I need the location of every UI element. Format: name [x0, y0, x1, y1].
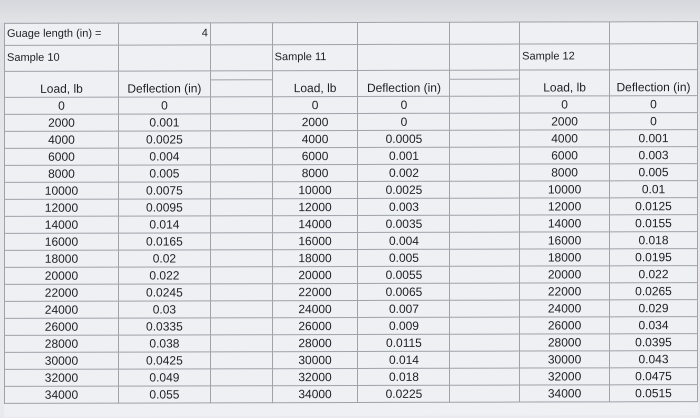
data-table — [4, 21, 698, 404]
sample-10-load-cell: 0 — [5, 97, 119, 114]
sample-10-deflection-cell: 0.004 — [118, 148, 210, 165]
sample-10-load-cell: 10000 — [5, 182, 119, 199]
sample-12-deflection-cell: 0 — [610, 96, 698, 113]
column-header-row — [5, 79, 698, 98]
table-row — [5, 351, 698, 370]
sample-11-deflection-cell: 0.002 — [358, 164, 450, 181]
sample-12-load-cell: 28000 — [520, 334, 610, 351]
sample-12-deflection-cell: 0.0475 — [610, 368, 698, 385]
sample-12-deflection-cell: 0.0195 — [610, 249, 698, 266]
gauge-length-label: Guage length (in) = — [5, 23, 119, 45]
sample-10-name: Sample 10 — [5, 45, 119, 71]
sample-12-deflection-cell: 0.0155 — [610, 215, 698, 232]
sample-11-deflection-cell: 0.003 — [358, 198, 450, 215]
sample-12-deflection-cell: 0.0265 — [610, 283, 698, 300]
sample-11-load-cell: 8000 — [272, 164, 358, 181]
sample-12-deflection-cell: 0.0515 — [610, 385, 698, 402]
sample-12-deflection-cell: 0.001 — [610, 130, 698, 147]
sample-12-load-cell: 16000 — [520, 232, 610, 249]
sample-12-deflection-header: Deflection (in) — [610, 79, 698, 96]
sample-11-load-cell: 10000 — [272, 181, 358, 198]
sample-11-load-cell: 6000 — [272, 147, 358, 164]
sample-11-load-cell: 32000 — [272, 368, 358, 385]
table-row — [5, 198, 698, 217]
sample-11-deflection-cell: 0.001 — [358, 147, 450, 164]
sample-11-name: Sample 11 — [272, 44, 358, 70]
sample-12-deflection-cell: 0.022 — [610, 266, 698, 283]
sample-11-load-cell: 26000 — [272, 317, 358, 334]
sample-11-load-cell: 16000 — [272, 232, 358, 249]
sample-10-load-cell: 4000 — [5, 131, 119, 148]
sample-10-deflection-cell: 0.014 — [118, 216, 210, 233]
sample-10-deflection-cell: 0 — [118, 97, 210, 114]
table-row — [5, 181, 698, 200]
table-row — [5, 130, 698, 149]
sample-11-deflection-cell: 0.0025 — [358, 181, 450, 198]
sample-10-load-cell: 30000 — [5, 352, 119, 369]
sample-12-deflection-cell: 0.029 — [610, 300, 698, 317]
sample-11-load-cell: 20000 — [272, 266, 358, 283]
sample-11-deflection-cell: 0 — [358, 113, 450, 130]
sample-11-deflection-cell: 0.004 — [358, 232, 450, 249]
sample-12-load-cell: 34000 — [520, 385, 610, 402]
sample-10-deflection-cell: 0.03 — [118, 301, 210, 318]
sample-10-load-cell: 2000 — [5, 114, 119, 131]
sample-10-load-cell: 8000 — [5, 165, 119, 182]
table-row — [5, 232, 698, 251]
table-row — [5, 385, 698, 404]
sample-12-name: Sample 12 — [520, 44, 610, 70]
sample-10-load-cell: 34000 — [5, 386, 119, 403]
sample-12-deflection-cell: 0.043 — [610, 351, 698, 368]
sample-10-load-cell: 14000 — [5, 216, 119, 233]
sample-11-load-cell: 24000 — [272, 300, 358, 317]
sample-12-load-cell: 20000 — [520, 266, 610, 283]
sample-10-deflection-cell: 0.022 — [118, 267, 210, 284]
sample-10-load-cell: 22000 — [5, 284, 119, 301]
sample-10-load-cell: 18000 — [5, 250, 119, 267]
sample-10-load-cell: 16000 — [5, 233, 119, 250]
sample-12-deflection-cell: 0.0125 — [610, 198, 698, 215]
sample-10-deflection-cell: 0.001 — [118, 114, 210, 131]
sample-11-deflection-cell: 0.009 — [358, 317, 450, 334]
sample-11-load-cell: 2000 — [272, 113, 358, 130]
sample-10-deflection-cell: 0.0075 — [118, 182, 210, 199]
table-row — [5, 249, 698, 268]
sample-12-deflection-cell: 0 — [610, 113, 698, 130]
sample-10-load-cell: 24000 — [5, 301, 119, 318]
table-row — [5, 164, 698, 183]
table-row — [5, 368, 698, 387]
sample-11-deflection-cell: 0.005 — [358, 249, 450, 266]
sample-10-deflection-cell: 0.0025 — [118, 131, 210, 148]
sample-11-load-header: Load, lb — [272, 79, 358, 96]
sample-10-deflection-cell: 0.0425 — [118, 352, 210, 369]
sample-10-deflection-cell: 0.055 — [118, 386, 210, 403]
sample-11-deflection-cell: 0.0005 — [358, 130, 450, 147]
sample-10-deflection-cell: 0.005 — [118, 165, 210, 182]
gauge-length-row — [5, 22, 698, 46]
spreadsheet-photo — [4, 21, 698, 417]
sample-12-deflection-cell: 0.003 — [610, 147, 698, 164]
table-row — [5, 96, 698, 115]
sample-11-load-cell: 0 — [272, 96, 358, 113]
sample-10-load-header: Load, lb — [5, 80, 119, 97]
sample-12-deflection-cell: 0.0395 — [610, 334, 698, 351]
sample-12-load-header: Load, lb — [520, 79, 610, 96]
sample-12-load-cell: 24000 — [520, 300, 610, 317]
sample-11-deflection-cell: 0.0115 — [358, 334, 450, 351]
sample-10-load-cell: 32000 — [5, 369, 119, 386]
sample-11-deflection-cell: 0.007 — [358, 300, 450, 317]
sample-12-deflection-cell: 0.034 — [610, 317, 698, 334]
sample-10-load-cell: 28000 — [5, 335, 119, 352]
sample-names-row — [5, 44, 698, 72]
sample-11-deflection-cell: 0 — [358, 96, 450, 113]
sample-12-load-cell: 6000 — [520, 147, 610, 164]
sample-12-load-cell: 14000 — [520, 215, 610, 232]
sample-11-load-cell: 18000 — [272, 249, 358, 266]
gauge-length-value: 4 — [118, 23, 210, 45]
sample-11-deflection-header: Deflection (in) — [358, 79, 450, 96]
sample-11-load-cell: 14000 — [272, 215, 358, 232]
sample-12-deflection-cell: 0.018 — [610, 232, 698, 249]
sample-12-load-cell: 22000 — [520, 283, 610, 300]
sample-12-load-cell: 4000 — [520, 130, 610, 147]
sample-10-deflection-cell: 0.0245 — [118, 284, 210, 301]
table-row — [5, 147, 698, 166]
sample-12-load-cell: 0 — [520, 96, 610, 113]
photo-background — [0, 0, 700, 22]
sample-12-deflection-cell: 0.005 — [610, 164, 698, 181]
sample-10-load-cell: 12000 — [5, 199, 119, 216]
sample-11-load-cell: 28000 — [272, 334, 358, 351]
table-row — [5, 113, 698, 132]
sample-12-load-cell: 12000 — [520, 198, 610, 215]
sample-12-load-cell: 30000 — [520, 351, 610, 368]
sample-12-load-cell: 10000 — [520, 181, 610, 198]
sample-10-deflection-cell: 0.038 — [118, 335, 210, 352]
table-row — [5, 300, 698, 319]
table-row — [5, 266, 698, 285]
sample-12-load-cell: 2000 — [520, 113, 610, 130]
sample-10-load-cell: 26000 — [5, 318, 119, 335]
sample-11-load-cell: 22000 — [272, 283, 358, 300]
sample-11-deflection-cell: 0.0035 — [358, 215, 450, 232]
sample-10-deflection-cell: 0.02 — [118, 250, 210, 267]
sample-12-load-cell: 26000 — [520, 317, 610, 334]
sample-11-load-cell: 30000 — [272, 351, 358, 368]
sample-11-load-cell: 12000 — [272, 198, 358, 215]
sample-10-deflection-cell: 0.0335 — [118, 318, 210, 335]
table-row — [5, 334, 698, 353]
sample-10-load-cell: 6000 — [5, 148, 119, 165]
sample-12-deflection-cell: 0.01 — [610, 181, 698, 198]
sample-11-deflection-cell: 0.0055 — [358, 266, 450, 283]
sample-11-deflection-cell: 0.014 — [358, 351, 450, 368]
sample-10-deflection-cell: 0.049 — [118, 369, 210, 386]
sample-11-load-cell: 4000 — [272, 130, 358, 147]
sample-11-deflection-cell: 0.0065 — [358, 283, 450, 300]
sample-10-load-cell: 20000 — [5, 267, 119, 284]
sample-11-load-cell: 34000 — [272, 385, 358, 402]
table-row — [5, 317, 698, 336]
sample-10-deflection-cell: 0.0165 — [118, 233, 210, 250]
sample-12-load-cell: 32000 — [520, 368, 610, 385]
table-row — [5, 215, 698, 234]
sample-11-deflection-cell: 0.0225 — [358, 385, 450, 402]
sample-11-deflection-cell: 0.018 — [358, 368, 450, 385]
table-row — [5, 283, 698, 302]
sample-10-deflection-header: Deflection (in) — [118, 80, 210, 97]
sample-12-load-cell: 18000 — [520, 249, 610, 266]
sample-10-deflection-cell: 0.0095 — [118, 199, 210, 216]
sample-12-load-cell: 8000 — [520, 164, 610, 181]
